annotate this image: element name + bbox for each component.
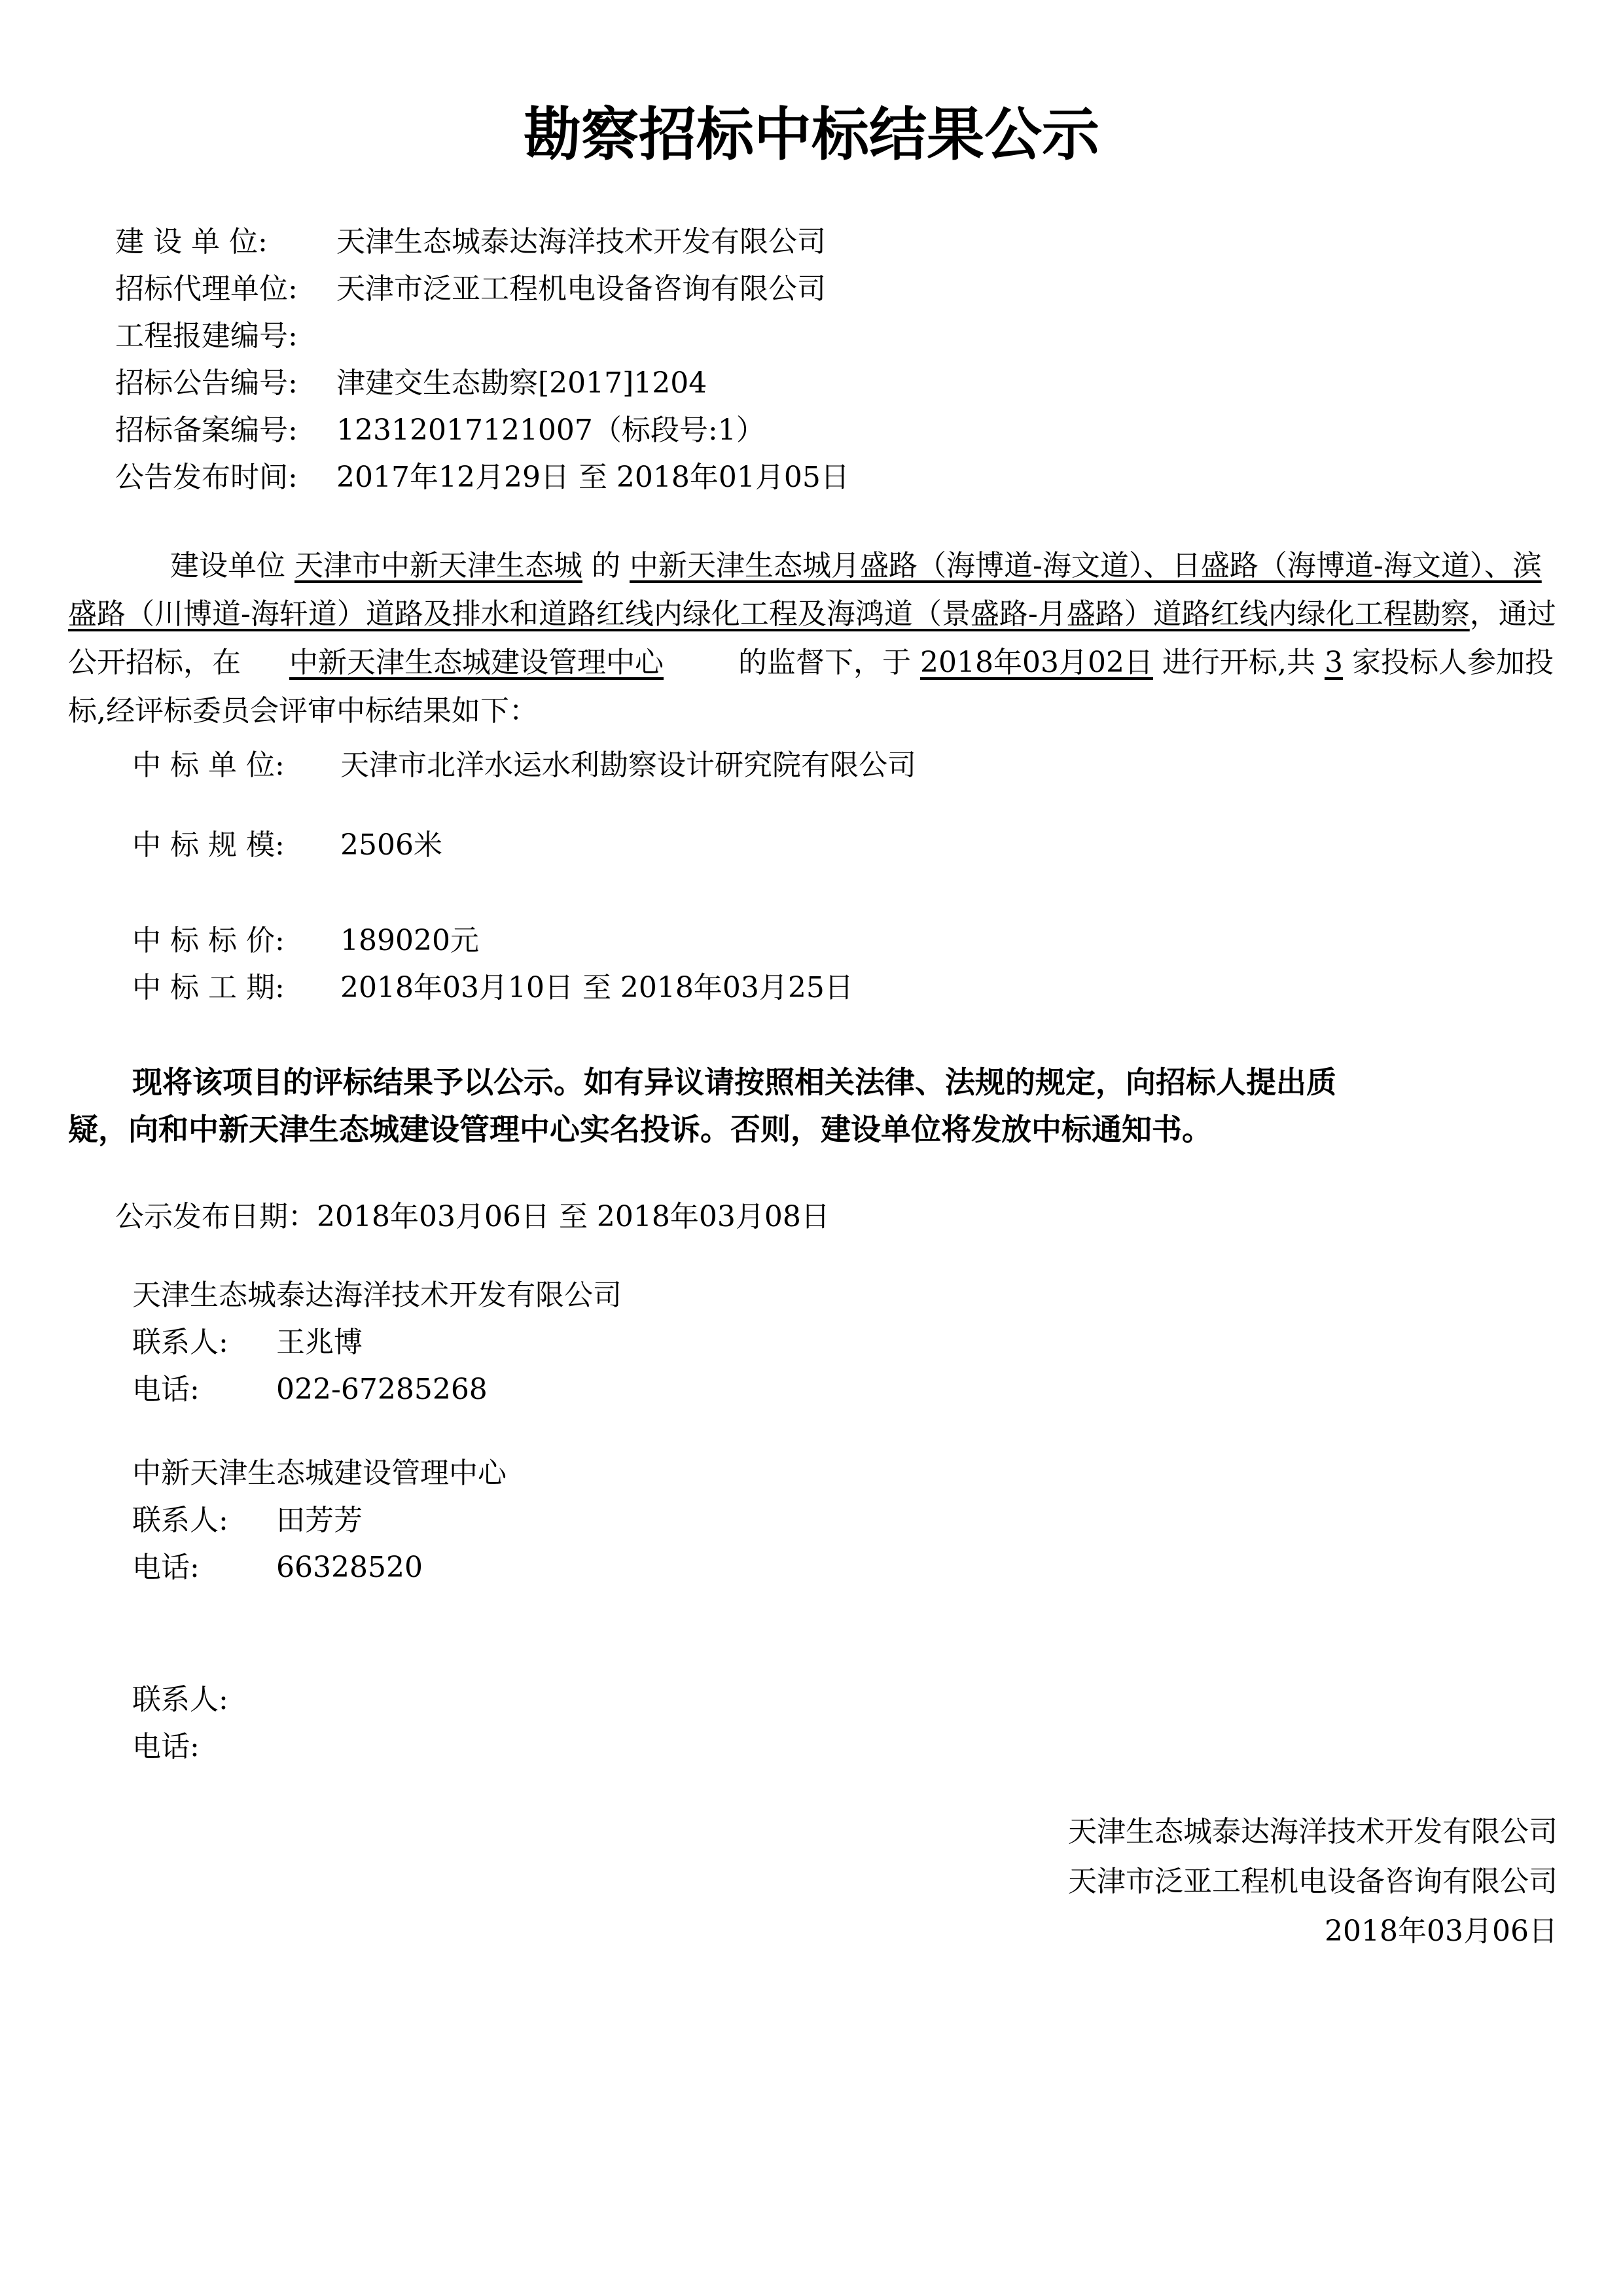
- info-value: 12312017121007（标段号:1）: [336, 414, 765, 447]
- info-row-announcement-no: [115, 364, 707, 403]
- contact-person-label: 联系人:: [132, 1326, 228, 1359]
- signature-org-2: 天津市泛亚工程机电设备咨询有限公司: [1068, 1865, 1558, 1898]
- result-period: [132, 968, 853, 1008]
- para-text: 建设单位: [170, 549, 285, 582]
- info-row-agency: [115, 270, 826, 309]
- contact-person-label: 联系人:: [132, 1504, 228, 1537]
- para-text: 的监督下，于: [738, 646, 911, 679]
- info-value: 天津市泛亚工程机电设备咨询有限公司: [336, 272, 826, 306]
- bidder-count: 3: [1324, 646, 1343, 679]
- para-text: 进行开标,共: [1162, 646, 1315, 679]
- contact-person-label: 联系人:: [132, 1683, 228, 1716]
- supervisor-name: 中新天津生态城建设管理中心: [289, 646, 664, 679]
- info-row-builder: [115, 222, 826, 262]
- contact-block-2: [132, 1454, 507, 1587]
- info-row-publish-time: [115, 458, 849, 497]
- result-label: 中 标 单 位:: [132, 749, 285, 782]
- info-value: 2017年12月29日 至 2018年01月05日: [336, 461, 849, 494]
- notice-line-1: 现将该项目的评标结果予以公示。如有异议请按照相关法律、法规的规定，向招标人提出质: [132, 1065, 1336, 1100]
- owner-name: 天津市中新天津生态城: [294, 549, 582, 582]
- result-winner: [132, 746, 916, 785]
- contact-person: 王兆博: [276, 1326, 363, 1359]
- info-label: 工程报建编号:: [115, 319, 298, 353]
- contact-org: 天津生态城泰达海洋技术开发有限公司: [132, 1279, 622, 1312]
- result-label: 中 标 工 期:: [132, 971, 285, 1004]
- project-name: 中新天津生态城月盛路（海博道-海文道）、日盛路（海博道-海文道）、滨盛路（川博道-海轩道）道路及排水和道路红线内绿化工程及海鸿道（景盛路-月盛路）道路红线内绿化工程勘察: [68, 549, 1542, 631]
- contact-block-3: [132, 1680, 276, 1767]
- contact-phone-label: 电话:: [132, 1373, 200, 1406]
- info-value: 天津生态城泰达海洋技术开发有限公司: [336, 225, 826, 258]
- signature-org-1: 天津生态城泰达海洋技术开发有限公司: [1068, 1815, 1558, 1848]
- result-label: 中 标 规 模:: [132, 828, 285, 862]
- open-date: 2018年03月02日: [920, 646, 1153, 679]
- contact-phone: 66328520: [276, 1551, 423, 1584]
- para-text: 的: [592, 549, 620, 582]
- result-value: 天津市北洋水运水利勘察设计研究院有限公司: [340, 749, 916, 782]
- notice-line-2: 疑，向和中新天津生态城建设管理中心实名投诉。否则，建设单位将发放中标通知书。: [68, 1112, 1212, 1147]
- contact-phone: 022-67285268: [276, 1373, 488, 1406]
- result-label: 中 标 标 价:: [132, 924, 285, 957]
- signature-date: 2018年03月06日: [1325, 1915, 1558, 1948]
- contact-phone-label: 电话:: [132, 1730, 200, 1763]
- info-label: 招标代理单位:: [115, 272, 298, 306]
- result-scale: [132, 826, 442, 865]
- para-text: 家投标人参加投标,经评标委员会评审中标结果如下：: [68, 646, 1554, 728]
- result-value: 2018年03月10日 至 2018年03月25日: [340, 971, 853, 1004]
- info-row-project-no: [115, 317, 336, 356]
- tender-paragraph: [68, 542, 1567, 735]
- info-value: 津建交生态勘察[2017]1204: [336, 366, 707, 400]
- info-label: 招标备案编号:: [115, 414, 298, 447]
- contact-block-1: [132, 1276, 622, 1409]
- contact-phone-label: 电话:: [132, 1551, 200, 1584]
- page-title: 勘察招标中标结果公示: [523, 101, 1099, 168]
- para-text: ，通过公开招标，在: [68, 597, 1556, 679]
- info-row-record-no: [115, 411, 765, 450]
- result-value: 189020元: [340, 924, 479, 957]
- contact-org: 中新天津生态城建设管理中心: [132, 1457, 507, 1490]
- info-label: 建 设 单 位:: [115, 225, 268, 258]
- contact-person: 田芳芳: [276, 1504, 363, 1537]
- objection-notice: [68, 1059, 1336, 1153]
- result-value: 2506米: [340, 828, 442, 862]
- result-price: [132, 921, 479, 961]
- publish-period: 公示发布日期：2018年03月06日 至 2018年03月08日: [115, 1200, 830, 1233]
- info-label: 公告发布时间:: [115, 461, 298, 494]
- info-label: 招标公告编号:: [115, 366, 298, 400]
